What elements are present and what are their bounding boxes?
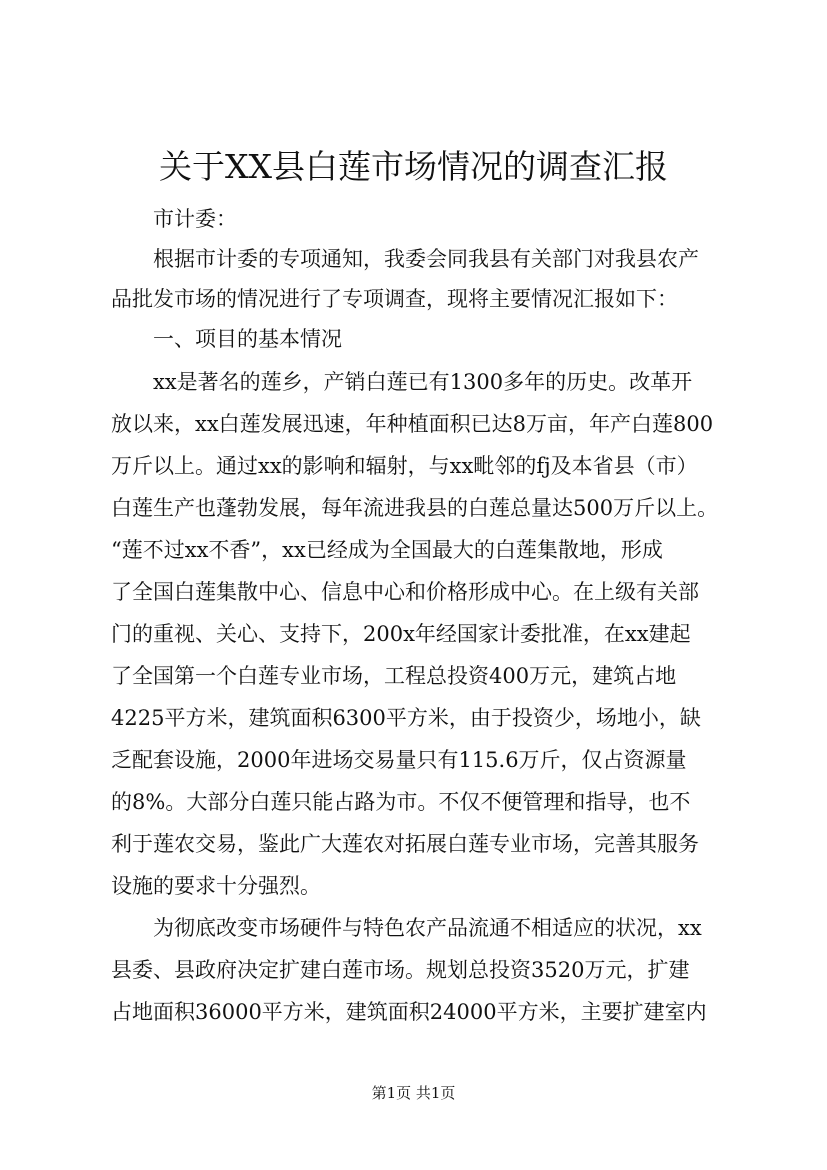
paragraph-line: 了全国第一个白莲专业市场，工程总投资400万元，建筑占地 bbox=[111, 664, 677, 688]
document-title: 关于XX县白莲市场情况的调查汇报 bbox=[159, 147, 668, 186]
paragraph-line: 品批发市场的情况进行了专项调查，现将主要情况汇报如下： bbox=[111, 287, 678, 311]
paragraph-line: 利于莲农交易，鉴此广大莲农对拓展白莲专业市场，完善其服务 bbox=[111, 832, 699, 856]
paragraph-line: 为彻底改变市场硬件与特色农产品流通不相适应的状况，xx bbox=[153, 916, 702, 940]
section-heading: 一、项目的基本情况 bbox=[153, 327, 342, 351]
paragraph-line: 白莲生产也蓬勃发展，每年流进我县的白莲总量达500万斤以上。 bbox=[111, 496, 719, 520]
paragraph-line: 放以来，xx白莲发展迅速，年种植面积已达8万亩，年产白莲800 bbox=[111, 412, 714, 436]
paragraph-line: 万斤以上。通过xx的影响和辐射，与xx毗邻的fj及本省县（市） bbox=[111, 454, 698, 478]
paragraph-line: 设施的要求十分强烈。 bbox=[111, 874, 321, 898]
paragraph-line: xx是著名的莲乡，产销白莲已有1300多年的历史。改革开 bbox=[153, 370, 693, 394]
paragraph-line: 了全国白莲集散中心、信息中心和价格形成中心。在上级有关部 bbox=[111, 580, 699, 604]
salutation: 市计委： bbox=[153, 207, 237, 231]
paragraph-line: 的8%。大部分白莲只能占路为市。不仅不便管理和指导，也不 bbox=[111, 790, 691, 814]
paragraph-line: 4225平方米，建筑面积6300平方米，由于投资少，场地小，缺 bbox=[111, 706, 701, 730]
page-number: 第1页 共1页 bbox=[371, 1084, 456, 1102]
paragraph-line: 县委、县政府决定扩建白莲市场。规划总投资3520万元，扩建 bbox=[111, 958, 690, 982]
paragraph-line: 根据市计委的专项通知，我委会同我县有关部门对我县农产 bbox=[153, 247, 699, 271]
paragraph-line: “莲不过xx不香”，xx已经成为全国最大的白莲集散地，形成 bbox=[111, 538, 663, 562]
paragraph-line: 乏配套设施，2000年进场交易量只有115.6万斤，仅占资源量 bbox=[111, 748, 687, 772]
paragraph-line: 占地面积36000平方米，建筑面积24000平方米，主要扩建室内 bbox=[111, 1000, 707, 1024]
paragraph-line: 门的重视、关心、支持下，200x年经国家计委批准，在xx建起 bbox=[111, 622, 691, 646]
